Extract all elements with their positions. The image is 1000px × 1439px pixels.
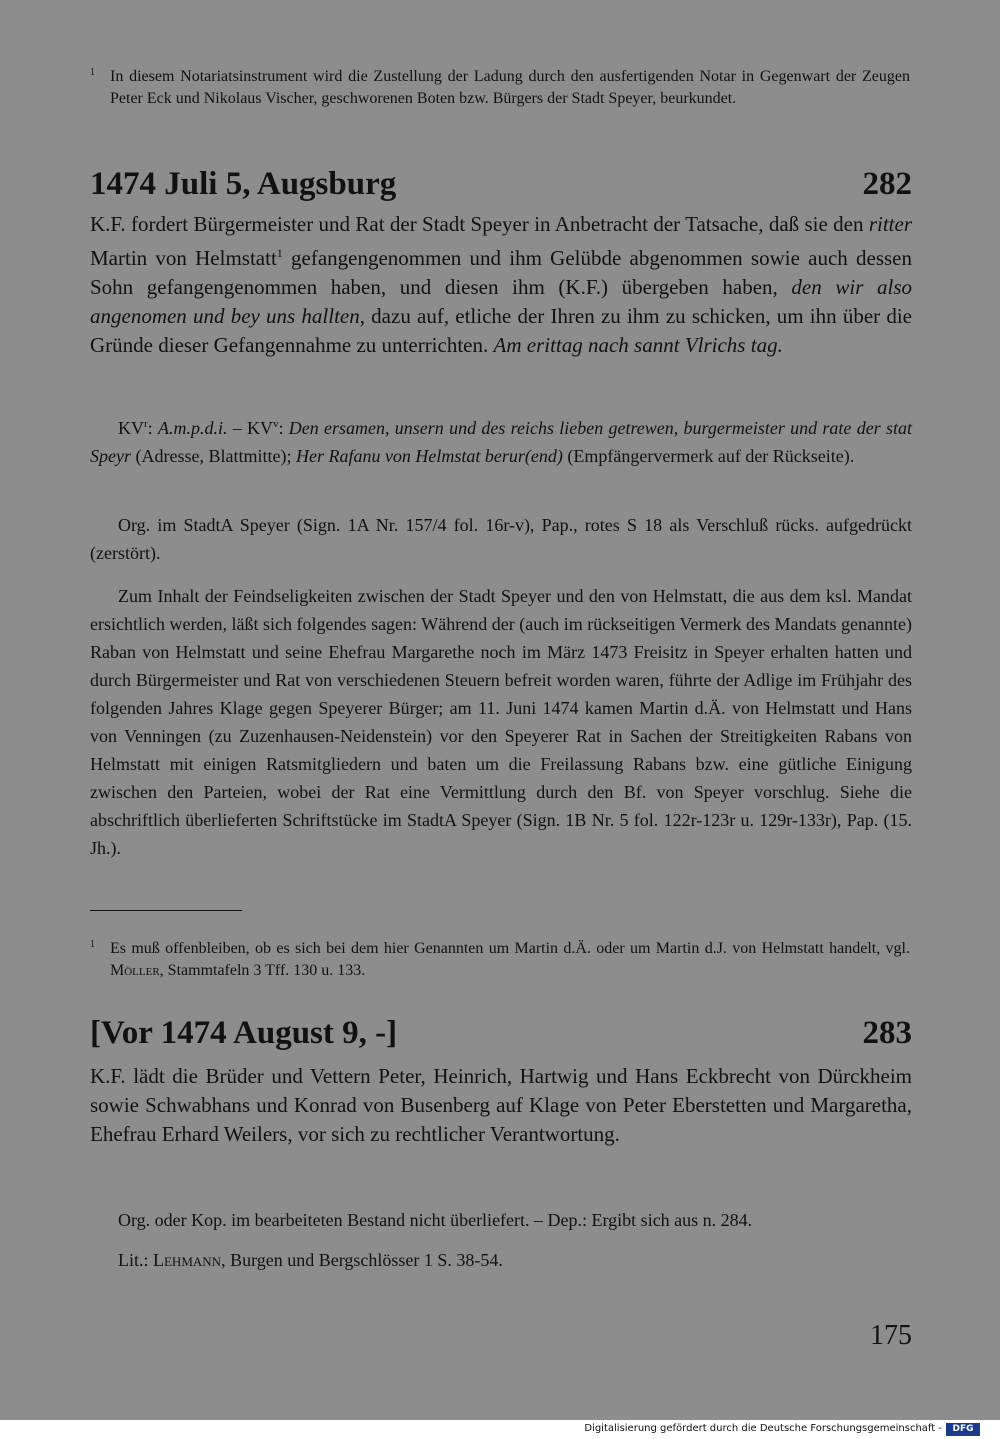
footnote-author: Möller bbox=[110, 962, 160, 979]
summary-quote: den wir also angenomen und bey uns hallten bbox=[90, 275, 912, 328]
entry-number: 282 bbox=[862, 166, 912, 202]
footnote-text: In diesem Notariatsinstrument wird die Zustellung der Ladung durch den ausfertigenden Notar in Gegenwart der Zeugen Peter Eck und Nikolaus Vischer, geschworenen Boten bzw. Bürgers der Stadt Speyer, beurkundet. bbox=[110, 68, 910, 107]
kv-paragraph bbox=[90, 410, 912, 470]
kv-abbrev: A.m.p.d.i. bbox=[157, 418, 228, 438]
kv-text: – KV bbox=[227, 418, 273, 438]
digitization-credit: Digitalisierung gefördert durch die Deutsche Forschungsgemeinschaft - bbox=[584, 1423, 942, 1434]
entry-summary-283: K.F. lädt die Brüder und Vettern Peter, Heinrich, Hartwig und Hans Eckbrecht von Dürckheim sowie Schwabhans und Konrad von Busenberg auf Klage von Peter Eberstetten und Margaretha, Ehefrau Erhard Weilers, vor sich zu rechtlicher Verantwortung. bbox=[90, 1064, 912, 1146]
org-paragraph: Org. oder Kop. im bearbeiteten Bestand nicht überliefert. – Dep.: Ergibt sich aus n. 284. bbox=[118, 1210, 753, 1230]
entry-number: 283 bbox=[862, 1015, 912, 1051]
footnote-ref: 1 bbox=[276, 246, 283, 260]
lit-text: Lit.: bbox=[118, 1250, 153, 1270]
footnote-marker: 1 bbox=[90, 67, 95, 78]
commentary-paragraph: Zum Inhalt der Feindseligkeiten zwischen der Stadt Speyer und den von Helmstatt, die aus dem ksl. Mandat ersichtlich werden, läßt sich folgendes sagen: Während der (auch im rückseitigen Vermerk des Mandats genannte) Raban von Helmstatt und seine Ehefrau Margarethe noch im März 1473 Freisitz in Speyer erhalten hatten und durch Bürgermeister und Rat von verschiedenen Steuern befreit worden waren, führte der Adlige im Frühjahr des folgenden Jahres Klage gegen Speyerer Bürger; am 11. Juni 1474 kamen Martin d.Ä. von Helmstatt und Hans von Venningen (zu Zuzenhausen-Neidenstein) vor den Speyerer Rat in Sachen der Streitigkeiten Rabans von Helmstatt mit einigen Ratsmitgliedern und baten um die Freilassung Rabans bzw. eine gütliche Einigung zwischen den Parteien, wobei der Rat eine Vermittlung durch den Bf. von Speyer vorschlug. Siehe die abschriftlich überlieferten Schriftstücke im StadtA Speyer (Sign. 1B Nr. 5 fol. 122r-123r u. 129r-133r), Pap. (15. Jh.). bbox=[90, 586, 912, 858]
kv-sup: r bbox=[144, 418, 148, 430]
page-number: 175 bbox=[870, 1320, 912, 1351]
kv-text: : bbox=[278, 418, 289, 438]
kv-sup: v bbox=[273, 418, 279, 430]
lit-text: , Burgen und Bergschlösser 1 S. 38-54. bbox=[221, 1250, 503, 1270]
footnote-divider bbox=[90, 910, 242, 911]
entry-heading-283 bbox=[90, 1013, 912, 1053]
entry-date-place: 1474 Juli 5, Augsburg bbox=[90, 166, 397, 202]
kv-text: (Empfängervermerk auf der Rückseite). bbox=[562, 446, 855, 466]
entry-summary-282 bbox=[90, 210, 912, 360]
footnote-text: , Stammtafeln 3 Tff. 130 u. 133. bbox=[159, 962, 366, 979]
summary-text: gefangengenommen und ihm Gelübde abgenommen sowie auch dessen Sohn gefangengenommen haben, und diesen ihm (K.F.) übergeben haben, bbox=[90, 246, 912, 299]
summary-text: Martin von Helmstatt bbox=[90, 246, 277, 270]
summary-term: ritter bbox=[868, 212, 912, 236]
org-paragraph: Org. im StadtA Speyer (Sign. 1A Nr. 157/4 fol. 16r-v), Pap., rotes S 18 als Verschluß rücks. aufgedrückt (zerstört). bbox=[90, 515, 912, 563]
summary-text: K.F. fordert Bürgermeister und Rat der Stadt Speyer in Anbetracht der Tatsache, daß sie den bbox=[90, 212, 869, 236]
dfg-logo-icon: DFG bbox=[946, 1423, 980, 1436]
lit-paragraph bbox=[90, 1246, 912, 1274]
summary-text: , dazu auf, etliche der Ihren zu ihm zu schicken, um ihn über die Gründe dieser Gefangennahme zu unterrichten. bbox=[90, 304, 912, 357]
kv-text: (Adresse, Blattmitte); bbox=[130, 446, 296, 466]
kv-text: KV bbox=[118, 418, 144, 438]
lit-author: Lehmann bbox=[153, 1250, 222, 1270]
footnote-282 bbox=[90, 938, 910, 982]
kv-address: Den ersamen, unsern und des reichs lieben getrewen, burgermeister und rate der stat Speyr bbox=[90, 418, 912, 466]
entry-heading-282 bbox=[90, 164, 912, 204]
kv-recipient-note: Her Rafanu von Helmstat berur(end) bbox=[295, 446, 563, 466]
footnote-marker: 1 bbox=[90, 939, 95, 950]
kv-text: : bbox=[147, 418, 158, 438]
footnote-top bbox=[90, 66, 910, 110]
entry-date-place: [Vor 1474 August 9, -] bbox=[90, 1015, 398, 1051]
summary-dating: Am erittag nach sannt Vlrichs tag. bbox=[493, 333, 783, 357]
footnote-text: Es muß offenbleiben, ob es sich bei dem hier Genannten um Martin d.Ä. oder um Martin d.J. von Helmstatt handelt, vgl. bbox=[110, 940, 910, 957]
